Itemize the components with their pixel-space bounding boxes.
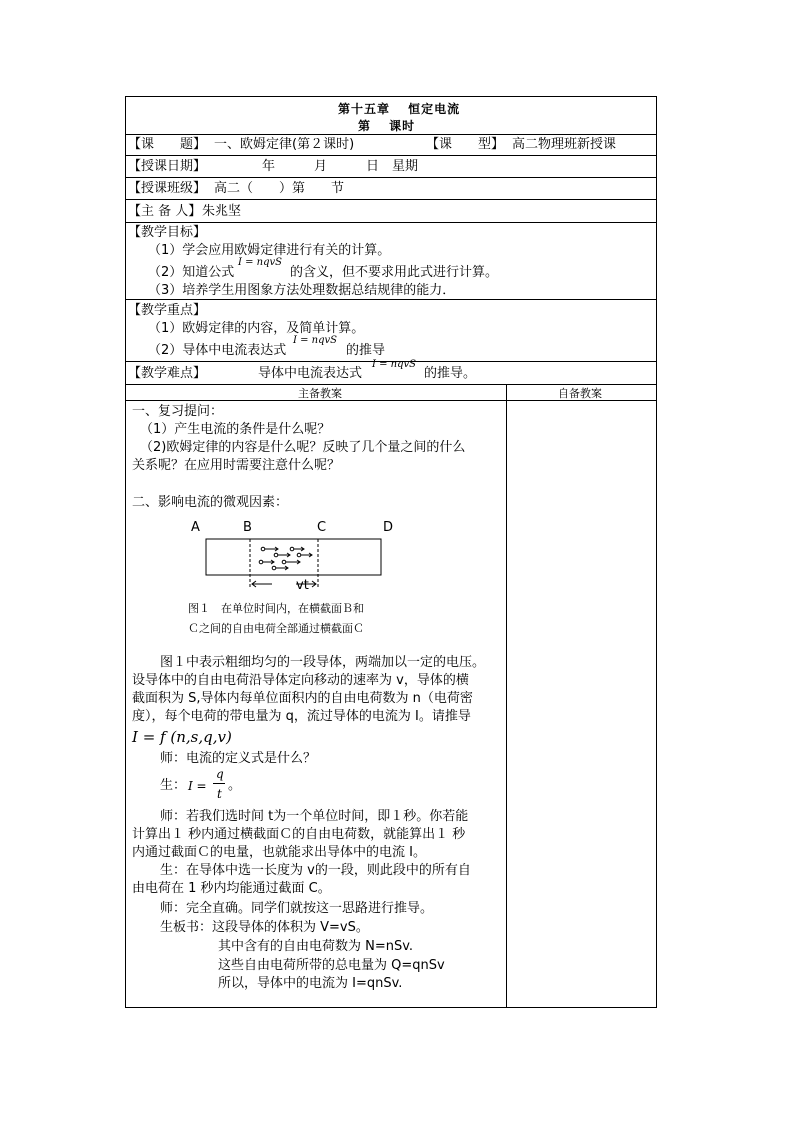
- objective-item-pre: （2）知道公式: [148, 265, 235, 280]
- row-divider: [126, 384, 656, 385]
- formula-current: I = nqvS: [293, 335, 338, 346]
- row-divider: [126, 134, 656, 135]
- lesson-number: 第 课时: [358, 119, 416, 133]
- lesson-plan-table: [125, 96, 657, 1008]
- difficulty-text-pre: 导体中电流表达式: [258, 366, 363, 381]
- section-title: 二、影响电流的微观因素：: [132, 495, 289, 510]
- row-divider: [126, 155, 656, 156]
- figure-label-a: A: [191, 520, 200, 535]
- dialogue-student-pre: 生：: [160, 778, 187, 793]
- dialogue-student: 生：在导体中选一长度为 v的一段，则此段中的所有自: [160, 863, 471, 878]
- objectives-label: 【教学目标】: [128, 225, 207, 240]
- dialogue-student-cont: 由电荷在 1 秒内均能通过截面 C。: [132, 881, 331, 896]
- difficulties-label: 【教学难点】: [128, 366, 207, 381]
- formula-current: I = nqvS: [238, 257, 283, 268]
- row-divider: [126, 199, 656, 200]
- review-question: （2)欧姆定律的内容是什么呢？反映了几个量之间的什么: [140, 440, 466, 455]
- conductor-diagram: [204, 537, 384, 603]
- figure-label-d: D: [383, 520, 394, 535]
- row-divider: [126, 222, 656, 223]
- topic-value: 一、欧姆定律(第２课时): [214, 137, 355, 152]
- keypoints-label: 【教学重点】: [128, 303, 207, 318]
- chapter-title: 第十五章 恒定电流: [338, 102, 461, 116]
- figure-label-vt: vt: [296, 578, 309, 593]
- board-line: 所以，导体中的电流为 I=qnSv.: [218, 976, 403, 991]
- class-value: 高二（ ）第 节: [214, 181, 345, 196]
- board-line: 其中含有的自由电荷数为 N=nSv.: [218, 939, 414, 954]
- date-label: 【授课日期】: [128, 159, 207, 174]
- objective-item: （1）学会应用欧姆定律进行有关的计算。: [148, 243, 391, 258]
- conductor-rect: [206, 539, 381, 575]
- date-value: 年 月 日 星期: [262, 159, 419, 174]
- dialogue-teacher: 师：完全直确。同学们就按这一思路进行推导。: [160, 901, 434, 916]
- keypoint-item-pre: （2）导体中电流表达式: [148, 343, 287, 358]
- dialogue-teacher-cont: 计算出１ 秒内通过横截面Ｃ的自由电荷数，就能算出１ 秒: [132, 827, 466, 842]
- review-question: （1）产生电流的条件是什么呢？: [140, 422, 331, 437]
- fraction-numerator: q: [216, 767, 224, 781]
- self-plan-header: 自备教案: [558, 387, 602, 400]
- figure-label-b: B: [243, 520, 252, 535]
- dialogue-teacher: 师：若我们选时间 t为一个单位时间，即１秒。你若能: [160, 809, 469, 824]
- type-value: 高二物理班新授课: [512, 137, 617, 152]
- board-line: 这些自由电荷所带的总电量为 Q=qnSv: [218, 958, 445, 973]
- paragraph-line: 截面积为 S,导体内每单位面积内的自由电荷数为 n（电荷密: [132, 691, 473, 706]
- review-question-cont: 关系呢？在应用时需要注意什么呢？: [132, 458, 341, 473]
- formula-definition-lhs: I =: [188, 779, 207, 793]
- fraction-bar: [213, 783, 225, 784]
- topic-label: 【课 题】: [128, 137, 207, 152]
- keypoint-item: （1）欧姆定律的内容，及简单计算。: [148, 321, 365, 336]
- row-divider: [126, 177, 656, 178]
- figure-caption: 图１ 在单位时间内，在横截面Ｂ和: [188, 602, 364, 615]
- section-title: 一、复习提问：: [132, 404, 224, 419]
- formula-function: I = f (n,s,q,v): [132, 728, 232, 746]
- row-divider: [126, 299, 656, 300]
- objective-item-post: 的含义，但不要求用此式进行计算。: [290, 265, 499, 280]
- objective-item: （3）培养学生用图象方法处理数据总结规律的能力．: [148, 283, 456, 298]
- preparer-value: 朱兆坚: [202, 204, 242, 219]
- dialogue-student-post: 。: [228, 778, 242, 793]
- board-line: 生板书：这段导体的体积为 V=vS。: [160, 920, 369, 935]
- class-label: 【授课班级】: [128, 181, 207, 196]
- type-label: 【课 型】: [426, 137, 505, 152]
- main-plan-header: 主备教案: [298, 387, 342, 400]
- fraction-denominator: t: [217, 787, 222, 801]
- difficulty-text-post: 的推导。: [424, 366, 477, 381]
- column-divider: [506, 384, 507, 1007]
- dialogue-teacher-cont: 内通过截面Ｃ的电量，也就能求出导体中的电流 I。: [132, 845, 426, 860]
- paragraph-line: 度），每个电荷的带电量为 q，流过导体的电流为 I。请推导: [132, 709, 471, 724]
- paragraph-line: 图１中表示粗细均匀的一段导体，两端加以一定的电压。: [160, 655, 486, 670]
- preparer-label: 【主 备 人】: [128, 204, 202, 219]
- figure-caption: Ｃ之间的自由电荷全部通过横截面Ｃ: [188, 622, 364, 635]
- dialogue-teacher: 师：电流的定义式是什么？: [160, 751, 317, 766]
- figure-label-c: C: [317, 520, 327, 535]
- formula-current: I = nqvS: [372, 359, 417, 370]
- paragraph-line: 设导体中的自由电荷沿导体定向移动的速率为 v，导体的横: [132, 673, 469, 688]
- keypoint-item-post: 的推导: [346, 343, 386, 358]
- free-charges: [259, 547, 312, 570]
